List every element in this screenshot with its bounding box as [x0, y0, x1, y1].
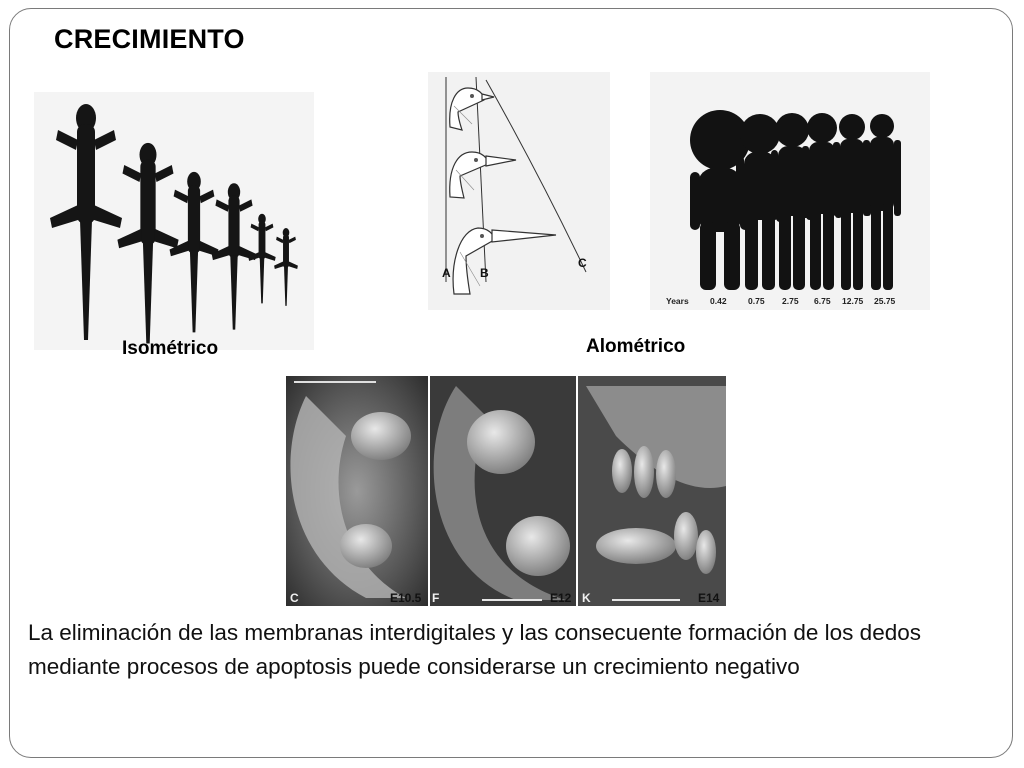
age-label: 25.75: [874, 296, 896, 306]
slide-title: CRECIMIENTO: [54, 24, 245, 54]
age-label: 0.75: [748, 296, 765, 306]
bird-line-label-a: A: [442, 266, 451, 280]
slide-body-text: La eliminación de las membranas interdigitales y las consecuente formación de los dedos mediante procesos de apoptosis puede considerarse un crecimiento negativo: [28, 620, 921, 679]
age-label: 12.75: [842, 296, 864, 306]
bird-line-label-c: C: [578, 256, 587, 270]
human-proportions-illustration: [650, 72, 930, 310]
age-label: 2.75: [782, 296, 799, 306]
age-label: 0.42: [710, 296, 727, 306]
embryo-panel-stage: E14: [698, 591, 720, 605]
embryo-panel-stage: E12: [550, 591, 572, 605]
salamander-illustration: [34, 92, 314, 350]
embryo-panel-letter: K: [582, 591, 591, 605]
age-label: 6.75: [814, 296, 831, 306]
embryo-panel-letter: C: [290, 591, 299, 605]
embryo-panel-letter: F: [432, 591, 440, 605]
years-label: Years: [666, 296, 689, 306]
embryo-sem-illustration: [286, 376, 726, 606]
embryo-panel-stage: E10.5: [390, 591, 422, 605]
bird-beak-illustration: [428, 72, 610, 310]
caption-allometric: Alométrico: [586, 336, 686, 357]
caption-isometric: Isométrico: [122, 338, 219, 359]
bird-line-label-b: B: [480, 266, 489, 280]
